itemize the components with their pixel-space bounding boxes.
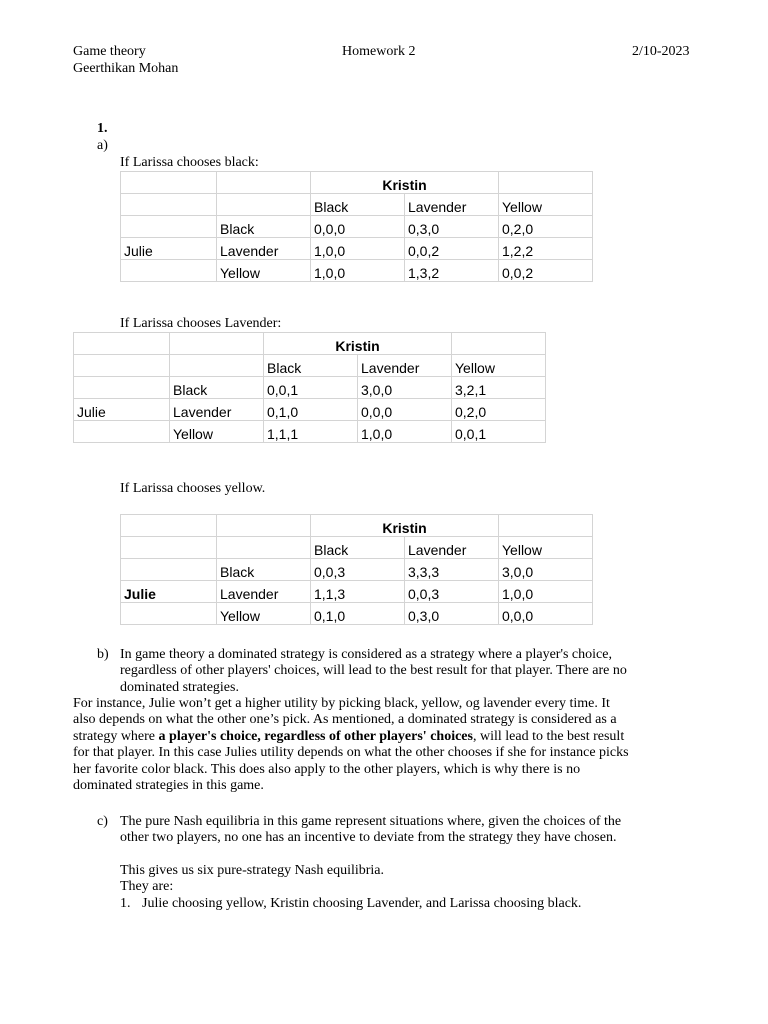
row-player-label: Julie — [121, 238, 217, 260]
empty-cell — [217, 537, 311, 559]
empty-cell — [121, 603, 217, 625]
empty-cell — [121, 515, 217, 537]
part-c-marker: c) — [97, 814, 108, 829]
payoff-cell: 0,1,0 — [311, 603, 405, 625]
row-label: Lavender — [217, 238, 311, 260]
payoff-cell: 0,2,0 — [452, 399, 546, 421]
column-header: Black — [264, 355, 358, 377]
payoff-cell: 0,0,2 — [499, 260, 593, 282]
text-line: dominated strategies. — [120, 679, 239, 695]
empty-cell — [217, 515, 311, 537]
payoff-cell: 3,0,0 — [499, 559, 593, 581]
table-caption: If Larissa chooses black: — [120, 155, 259, 170]
assignment-title: Homework 2 — [342, 44, 416, 59]
empty-cell — [121, 260, 217, 282]
text-line: They are: — [120, 879, 174, 895]
table-caption: If Larissa chooses Lavender: — [120, 316, 282, 331]
payoff-cell: 1,3,2 — [405, 260, 499, 282]
payoff-cell: 1,0,0 — [499, 581, 593, 603]
row-label: Yellow — [217, 260, 311, 282]
part-a-marker: a) — [97, 138, 108, 153]
payoff-cell: 1,0,0 — [358, 421, 452, 443]
bold-emphasis: a player's choice, regardless of other players' choices — [158, 728, 473, 744]
column-player-label: Kristin — [311, 515, 499, 537]
table-row — [74, 421, 546, 443]
empty-cell — [121, 537, 217, 559]
author-name: Geerthikan Mohan — [73, 61, 179, 76]
row-label: Black — [170, 377, 264, 399]
payoff-cell: 1,2,2 — [499, 238, 593, 260]
table-row — [121, 216, 593, 238]
payoff-cell: 1,0,0 — [311, 260, 405, 282]
empty-cell — [74, 377, 170, 399]
empty-cell — [452, 333, 546, 355]
row-label: Yellow — [170, 421, 264, 443]
question-number: 1. — [97, 121, 108, 136]
part-c-summary — [120, 863, 581, 912]
empty-cell — [121, 172, 217, 194]
payoff-cell: 0,0,2 — [405, 238, 499, 260]
header-date: 2/10-2023 — [632, 44, 690, 59]
text-line: also depends on what the other one’s pick. As mentioned, a dominated strategy is considered as a — [73, 712, 617, 728]
empty-cell — [121, 216, 217, 238]
text-line — [73, 729, 629, 745]
payoff-cell: 3,0,0 — [358, 377, 452, 399]
payoff-cell: 0,3,0 — [405, 603, 499, 625]
payoff-cell: 0,0,0 — [358, 399, 452, 421]
payoff-cell: 0,2,0 — [499, 216, 593, 238]
payoff-cell: 0,0,1 — [264, 377, 358, 399]
table-row — [121, 581, 593, 603]
list-marker: 1. — [120, 895, 131, 911]
empty-cell — [217, 194, 311, 216]
table-caption: If Larissa chooses yellow. — [120, 481, 266, 496]
list-item-text: Julie choosing yellow, Kristin choosing Lavender, and Larissa choosing black. — [142, 895, 582, 911]
empty-cell — [121, 559, 217, 581]
payoff-cell: 0,3,0 — [405, 216, 499, 238]
empty-cell — [74, 355, 170, 377]
row-label: Black — [217, 559, 311, 581]
text-line: her favorite color black. This does also apply to the other players, which is why there is no — [73, 761, 581, 777]
row-label: Yellow — [217, 603, 311, 625]
text-span: , will lead to the best result — [472, 728, 625, 744]
payoff-table-larissa-lavender — [73, 332, 546, 443]
payoff-cell: 0,0,0 — [311, 216, 405, 238]
column-player-label: Kristin — [311, 172, 499, 194]
payoff-cell: 3,2,1 — [452, 377, 546, 399]
list-item — [120, 896, 581, 912]
empty-cell — [499, 515, 593, 537]
part-b-intro — [120, 647, 627, 696]
empty-cell — [499, 172, 593, 194]
payoff-cell: 0,0,1 — [452, 421, 546, 443]
table-row — [121, 260, 593, 282]
column-header: Lavender — [405, 194, 499, 216]
column-header: Black — [311, 194, 405, 216]
empty-cell — [170, 333, 264, 355]
payoff-cell: 1,0,0 — [311, 238, 405, 260]
table-row — [121, 603, 593, 625]
table-row — [74, 399, 546, 421]
column-header: Yellow — [452, 355, 546, 377]
column-header: Lavender — [405, 537, 499, 559]
row-label: Lavender — [217, 581, 311, 603]
payoff-cell: 0,0,3 — [311, 559, 405, 581]
text-line: dominated strategies in this game. — [73, 778, 264, 794]
payoff-cell: 0,1,0 — [264, 399, 358, 421]
column-player-label: Kristin — [264, 333, 452, 355]
part-b-marker: b) — [97, 647, 109, 662]
row-player-label: Julie — [121, 581, 217, 603]
text-line: other two players, no one has an incentive to deviate from the strategy they have chosen. — [120, 830, 617, 846]
course-name: Game theory — [73, 44, 146, 59]
payoff-cell: 1,1,1 — [264, 421, 358, 443]
text-line: This gives us six pure-strategy Nash equilibria. — [120, 863, 385, 878]
text-line: for that player. In this case Julies utility depends on what the other chooses if she for instance picks — [73, 745, 629, 761]
table-row — [121, 238, 593, 260]
part-b-explanation — [73, 696, 629, 794]
payoff-cell: 3,3,3 — [405, 559, 499, 581]
text-line: The pure Nash equilibria in this game represent situations where, given the choices of the — [120, 814, 622, 829]
payoff-cell: 0,0,0 — [499, 603, 593, 625]
column-header: Lavender — [358, 355, 452, 377]
table-row — [74, 377, 546, 399]
empty-cell — [74, 421, 170, 443]
empty-cell — [170, 355, 264, 377]
table-row — [121, 559, 593, 581]
empty-cell — [121, 194, 217, 216]
text-line: In game theory a dominated strategy is considered as a strategy where a player's choice, — [120, 647, 612, 662]
text-line: For instance, Julie won’t get a higher utility by picking black, yellow, og lavender every time. It — [73, 696, 610, 711]
row-player-label: Julie — [74, 399, 170, 421]
payoff-table-larissa-black — [120, 171, 593, 282]
column-header: Yellow — [499, 537, 593, 559]
column-header: Yellow — [499, 194, 593, 216]
part-c-text — [120, 814, 621, 847]
column-header: Black — [311, 537, 405, 559]
empty-cell — [74, 333, 170, 355]
row-label: Black — [217, 216, 311, 238]
text-line: regardless of other players' choices, will lead to the best result for that player. There are no — [120, 663, 627, 679]
row-label: Lavender — [170, 399, 264, 421]
payoff-cell: 0,0,3 — [405, 581, 499, 603]
empty-cell — [217, 172, 311, 194]
payoff-table-larissa-yellow — [120, 514, 593, 625]
text-span: strategy where — [73, 728, 159, 744]
payoff-cell: 1,1,3 — [311, 581, 405, 603]
